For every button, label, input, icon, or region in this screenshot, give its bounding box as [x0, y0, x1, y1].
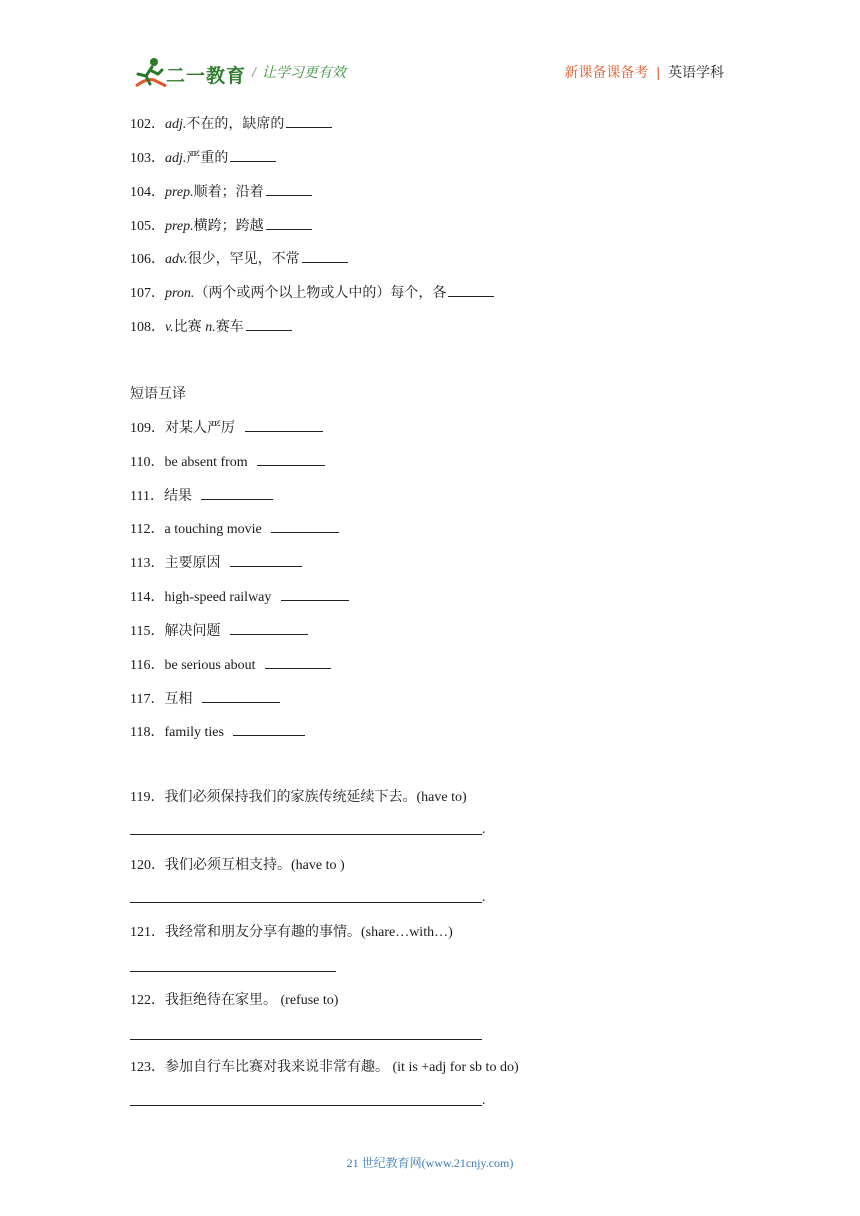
- phrase-item-111: [130, 485, 273, 506]
- item-text: 我经常和朋友分享有趣的事情。(share…with…): [165, 925, 453, 940]
- item-text: 结果: [163, 489, 196, 504]
- logo-text: 二一教育: [166, 66, 247, 87]
- answer-blank[interactable]: [271, 518, 339, 533]
- answer-blank[interactable]: [230, 552, 302, 567]
- tag-left: 新课备课备考: [564, 64, 649, 80]
- answer-blank[interactable]: [302, 248, 348, 263]
- answer-blank[interactable]: [201, 485, 273, 500]
- part-of-speech: adj.: [165, 117, 187, 132]
- part-of-speech-2: n.: [205, 320, 216, 335]
- item-number: 105．: [130, 219, 165, 234]
- answer-blank[interactable]: [257, 451, 325, 466]
- sentence-item-122: [130, 992, 338, 1010]
- item-number: 109．: [130, 421, 165, 436]
- item-number: 119．: [130, 790, 165, 805]
- answer-line[interactable]: [130, 1091, 482, 1106]
- item-number: 108．: [130, 320, 165, 335]
- item-number: 118．: [130, 725, 165, 740]
- vocab-item-107: [130, 282, 494, 303]
- item-number: 115．: [130, 624, 165, 639]
- answer-blank[interactable]: [448, 282, 494, 297]
- subject-tag: [564, 62, 724, 82]
- item-number: 111．: [130, 489, 164, 504]
- vocab-item-105: [130, 215, 312, 236]
- slogan: [252, 62, 346, 82]
- slogan-text: 让学习更有效: [261, 64, 346, 80]
- item-text-2: 赛车: [215, 320, 244, 335]
- item-text: 很少，罕见，不常: [187, 252, 300, 267]
- section-title-phrases: 短语互译: [130, 387, 186, 402]
- page-header: [0, 0, 860, 100]
- answer-blank[interactable]: [202, 688, 280, 703]
- answer-line[interactable]: [130, 888, 482, 903]
- answer-line[interactable]: [130, 957, 336, 972]
- item-text: 顺着；沿着: [193, 185, 264, 200]
- phrase-item-118: [130, 721, 305, 742]
- answer-end-period: .: [482, 1093, 486, 1108]
- item-number: 112．: [130, 522, 165, 537]
- item-number: 102．: [130, 117, 165, 132]
- item-text: 横跨；跨越: [193, 219, 264, 234]
- answer-end-period: .: [482, 822, 486, 837]
- vocab-item-106: [130, 248, 348, 269]
- item-text: 主要原因: [164, 556, 224, 571]
- part-of-speech: prep.: [165, 185, 194, 200]
- item-text: 严重的: [186, 151, 229, 166]
- sentence-item-121: [130, 924, 453, 942]
- logo: [132, 56, 250, 90]
- vocab-item-103: [130, 147, 276, 168]
- part-of-speech: adj.: [165, 151, 187, 166]
- item-number: 116．: [130, 658, 165, 673]
- item-text: 我们必须保持我们的家族传统延续下去。(have to): [164, 790, 467, 805]
- phrase-item-117: [130, 688, 280, 709]
- answer-blank[interactable]: [281, 586, 349, 601]
- item-text: 不在的，缺席的: [186, 117, 285, 132]
- phrase-item-114: [130, 586, 349, 607]
- item-text: be serious about: [164, 658, 259, 673]
- item-number: 103．: [130, 151, 165, 166]
- item-text: 参加自行车比赛对我来说非常有趣。 (it is +adj for sb to do): [165, 1060, 519, 1075]
- item-text: a touching movie: [164, 522, 266, 537]
- item-number: 107．: [130, 286, 165, 301]
- item-number: 104．: [130, 185, 165, 200]
- answer-line[interactable]: [130, 820, 482, 835]
- part-of-speech: prep.: [165, 219, 194, 234]
- item-number: 123．: [130, 1060, 165, 1075]
- item-number: 114．: [130, 590, 165, 605]
- item-text: （两个或两个以上物或人中的）每个，各: [194, 286, 447, 301]
- answer-line[interactable]: [130, 1025, 482, 1040]
- sentence-item-123: [130, 1059, 519, 1077]
- item-number: 121．: [130, 925, 165, 940]
- item-text: 互相: [164, 692, 196, 707]
- sentence-item-119: [130, 789, 467, 807]
- item-number: 120．: [130, 858, 165, 873]
- tag-right: 英语学科: [668, 64, 724, 80]
- answer-blank[interactable]: [266, 215, 312, 230]
- item-text: 对某人严厉: [165, 421, 239, 436]
- vocab-item-108: [130, 316, 292, 337]
- item-text: 我们必须互相支持。(have to ): [165, 858, 345, 873]
- sentence-item-120: [130, 857, 345, 875]
- answer-blank[interactable]: [230, 147, 276, 162]
- answer-blank[interactable]: [245, 417, 323, 432]
- part-of-speech: adv.: [165, 252, 188, 267]
- item-number: 113．: [130, 556, 165, 571]
- vocab-item-102: [130, 113, 332, 134]
- phrase-item-113: [130, 552, 302, 573]
- answer-blank[interactable]: [246, 316, 292, 331]
- phrase-item-116: [130, 654, 331, 675]
- answer-blank[interactable]: [286, 113, 332, 128]
- item-number: 110．: [130, 455, 165, 470]
- item-text: 比赛: [173, 320, 206, 335]
- answer-blank[interactable]: [233, 721, 305, 736]
- part-of-speech: pron.: [165, 286, 195, 301]
- item-text: high-speed railway: [164, 590, 275, 605]
- item-number: 106．: [130, 252, 165, 267]
- phrase-item-109: [130, 417, 323, 438]
- tag-separator: |: [656, 64, 660, 80]
- part-of-speech: v.: [165, 320, 174, 335]
- item-text: 解决问题: [164, 624, 224, 639]
- item-text: 我拒绝待在家里。 (refuse to): [165, 993, 339, 1008]
- item-number: 122．: [130, 993, 165, 1008]
- phrase-item-112: [130, 518, 339, 539]
- answer-blank[interactable]: [230, 620, 308, 635]
- phrase-item-115: [130, 620, 308, 641]
- phrase-item-110: [130, 451, 325, 472]
- item-text: family ties: [164, 725, 228, 740]
- answer-blank[interactable]: [266, 181, 312, 196]
- slogan-separator: /: [252, 64, 256, 80]
- answer-blank[interactable]: [265, 654, 331, 669]
- item-text: be absent from: [164, 455, 252, 470]
- item-number: 117．: [130, 692, 165, 707]
- answer-end-period: .: [482, 890, 486, 905]
- page-footer[interactable]: 21 世纪教育网(www.21cnjy.com): [346, 1156, 514, 1170]
- vocab-item-104: [130, 181, 312, 202]
